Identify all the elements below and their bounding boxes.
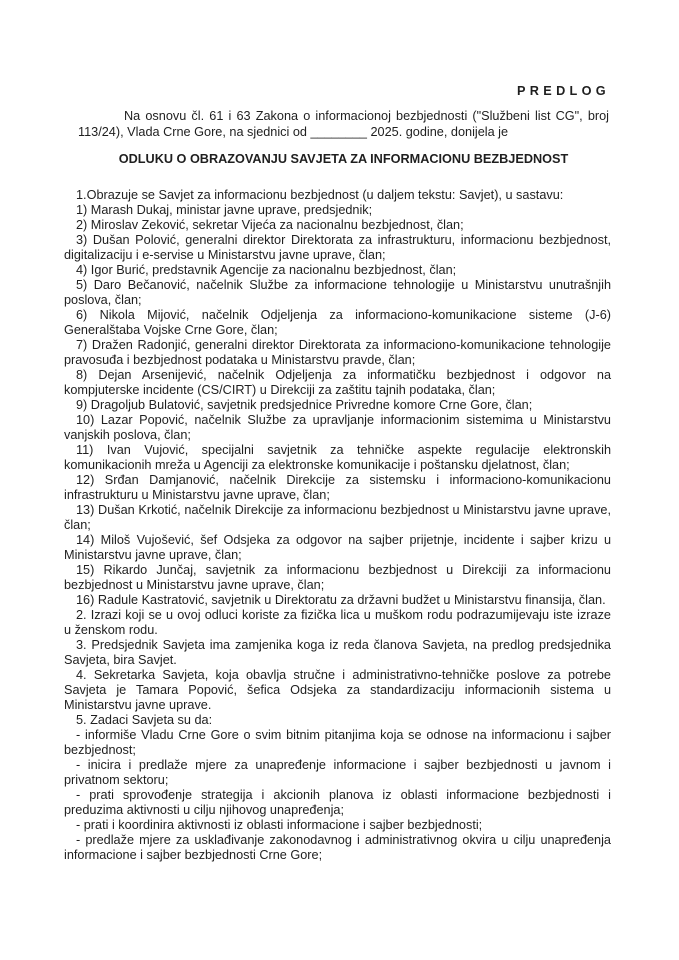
paragraph: 2. Izrazi koji se u ovoj odluci koriste za fizička lica u muškom rodu podrazumijevaju iste izraze u ženskom rodu. — [64, 608, 611, 637]
paragraph: 8) Dejan Arsenijević, načelnik Odjeljenja za informatičku bezbjednost i odgovor na kompjuterske incidente (CS/CIRT) u Direkciji za zaštitu tajnih podataka, član; — [64, 368, 611, 397]
paragraph: - predlaže mjere za usklađivanje zakonodavnog i administrativnog okvira u cilju unapređenja informacione i sajber bezbjednosti Crne Gore; — [64, 833, 611, 862]
paragraph: - prati i koordinira aktivnosti iz oblasti informacione i sajber bezbjednosti; — [76, 818, 483, 832]
paragraph: 9) Dragoljub Bulatović, savjetnik predsjednice Privredne komore Crne Gore, član; — [76, 398, 533, 412]
intro-paragraph: Na osnovu čl. 61 i 63 Zakona o informacionoj bezbjednosti ("Službeni list CG", broj 113/24), Vlada Crne Gore, na sjednici od ________ 2025. godine, donijela je — [78, 109, 609, 139]
paragraph: 16) Radule Kastratović, savjetnik u Direktoratu za državni budžet u Ministarstvu finansija, član. — [76, 593, 606, 607]
paragraph: 12) Srđan Damjanović, načelnik Direkcije za sistemsku i informaciono-komunikacionu infrastrukturu u Ministarstvu javne uprave, član; — [64, 473, 611, 502]
paragraph: 7) Dražen Radonjić, generalni direktor Direktorata za informaciono-komunikacione tehnologije pravosuđa i bezbjednost podataka u Ministarstvu pravde, član; — [64, 338, 611, 367]
paragraph: 4) Igor Burić, predstavnik Agencije za nacionalnu bezbjednost, član; — [76, 263, 457, 277]
paragraph: 6) Nikola Mijović, načelnik Odjeljenja za informaciono-komunikacione sisteme (J-6) Generalštaba Vojske Crne Gore, član; — [64, 308, 611, 337]
document-label: PREDLOG — [517, 84, 610, 98]
paragraph: 10) Lazar Popović, načelnik Službe za upravljanje informacionim sistemima u Ministarstvu vanjskih poslova, član; — [64, 413, 611, 442]
paragraph: - informiše Vladu Crne Gore o svim bitnim pitanjima koja se odnose na informacionu i sajber bezbjednost; — [64, 728, 611, 757]
paragraph: 4. Sekretarka Savjeta, koja obavlja stručne i administrativno-tehničke poslove za potrebe Savjeta je Tamara Popović, šefica Odsjeka za standardizaciju informacionih sistema u Ministarstvu javne uprave. — [64, 668, 611, 712]
paragraph: 5) Daro Bečanović, načelnik Službe za informacione tehnologije u Ministarstvu unutrašnjih poslova, član; — [64, 278, 611, 307]
paragraph: 3) Dušan Polović, generalni direktor Direktorata za infrastrukturu, informacionu bezbjednost, digitalizaciju i e-servise u Ministarstvu javne uprave, član; — [64, 233, 611, 262]
paragraph: 11) Ivan Vujović, specijalni savjetnik za tehničke aspekte regulacije elektronskih komunikacionih mreža u Agenciji za elektronske komunikacije i poštansku djelatnost, član; — [64, 443, 611, 472]
paragraph: - prati sprovođenje strategija i akcionih planova iz oblasti informacione bezbjednosti i preduzima aktivnosti u cilju njihovog unapređenja; — [64, 788, 611, 817]
paragraph: 15) Rikardo Junčaj, savjetnik za informacionu bezbjednost u Direkciji za informacionu bezbjednost u Ministarstvu javne uprave, član; — [64, 563, 611, 592]
document-title: ODLUKU O OBRAZOVANJU SAVJETA ZA INFORMACIONU BEZBJEDNOST — [118, 152, 569, 166]
paragraph: 5. Zadaci Savjeta su da: — [76, 713, 213, 727]
paragraph: - inicira i predlaže mjere za unapređenje informacione i sajber bezbjednosti u javnom i privatnom sektoru; — [64, 758, 611, 787]
paragraph: 1) Marash Dukaj, ministar javne uprave, predsjednik; — [76, 203, 373, 217]
paragraph: 2) Miroslav Zeković, sekretar Vijeća za nacionalnu bezbjednost, član; — [76, 218, 464, 232]
paragraph: 3. Predsjednik Savjeta ima zamjenika koga iz reda članova Savjeta, na predlog predsjednika Savjeta, bira Savjet. — [64, 638, 611, 667]
document-body — [0, 188, 679, 863]
paragraph: 1.Obrazuje se Savjet za informacionu bezbjednost (u daljem tekstu: Savjet), u sastavu: — [76, 188, 564, 202]
paragraph: 13) Dušan Krkotić, načelnik Direkcije za informacionu bezbjednost u Ministarstvu javne uprave, član; — [64, 503, 611, 532]
paragraph: 14) Miloš Vujošević, šef Odsjeka za odgovor na sajber prijetnje, incidente i sajber krizu u Ministarstvu javne uprave, član; — [64, 533, 611, 562]
